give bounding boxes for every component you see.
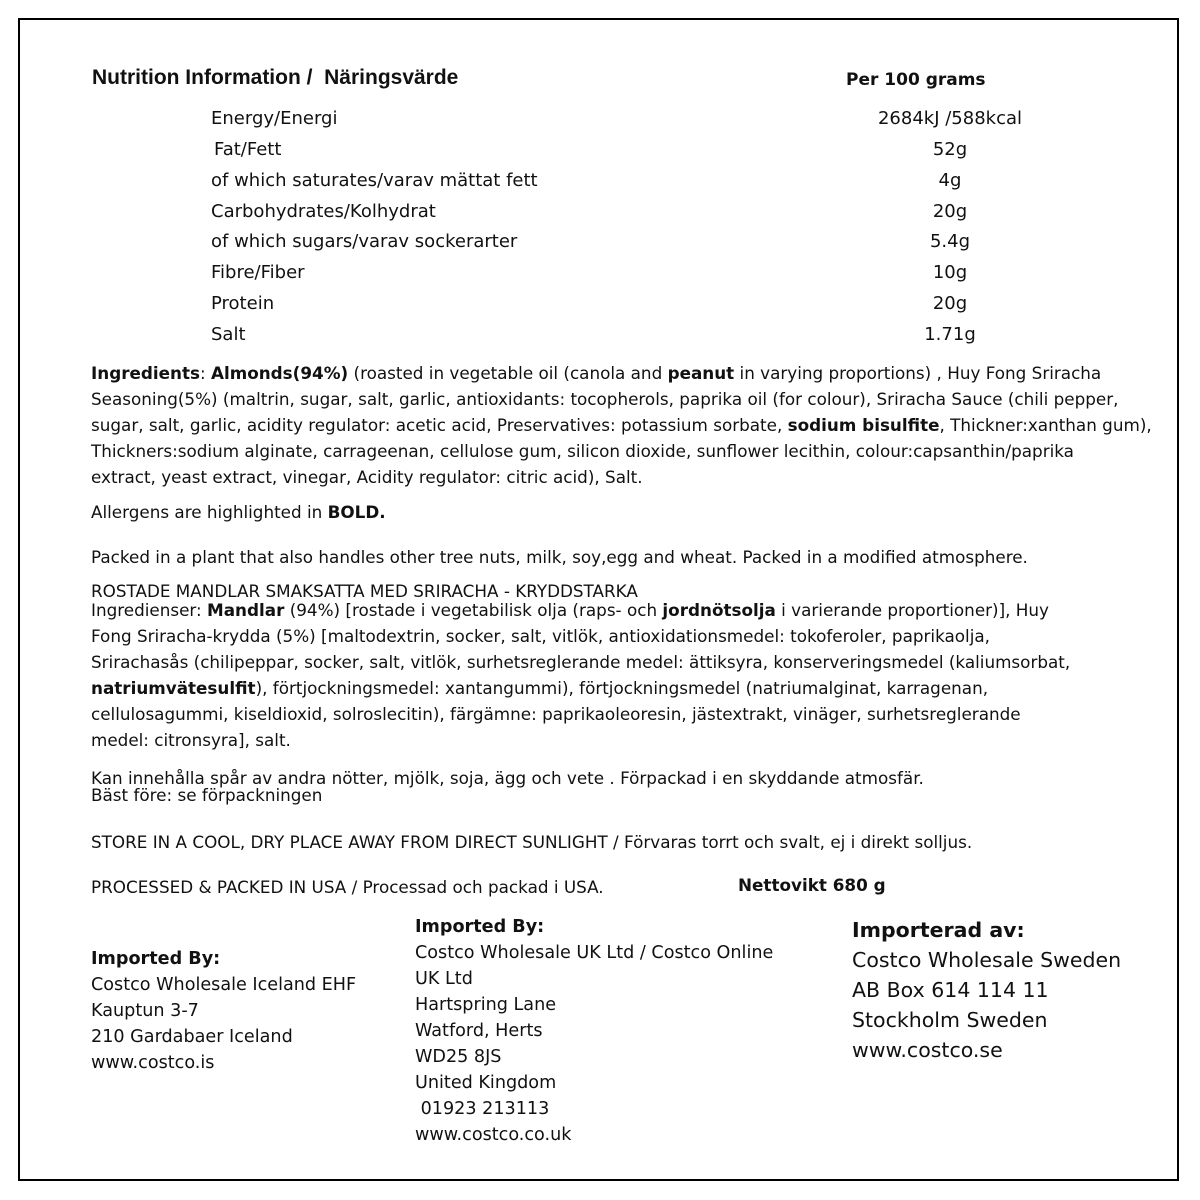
ingredients-line: natriumvätesulfit), förtjockningsmedel: xantangummi), förtjockningsmedel (natriumalginat, karragenan, [91,678,989,698]
may-contain-note: Kan innehålla spår av andra nötter, mjölk, soja, ägg och vete . Förpackad i en skyddande atmosfär. Bäst före: se förpackningen [91,768,924,805]
ingredients-english [91,360,1152,490]
storage-instructions: STORE IN A COOL, DRY PLACE AWAY FROM DIRECT SUNLIGHT / Förvaras torrt och svalt, ej i direkt solljus. [91,832,973,852]
nutrient-value: 52g [932,139,968,160]
nutrient-label: of which saturates/varav mättat fett [211,170,538,191]
nutrient-value: 20g [932,293,968,314]
nutrition-row [0,108,1200,138]
importer-website: www.costco.co.uk [415,1125,572,1145]
nutrient-label: Fibre/Fiber [211,262,305,283]
importer-iceland [91,946,356,1076]
nutrition-row [0,170,1200,200]
nutrition-row [0,293,1200,323]
allergen-natriumvatesulfit: natriumvätesulfit [91,678,256,698]
nutrient-label: Carbohydrates/Kolhydrat [211,201,436,222]
importer-website: www.costco.se [852,1038,1003,1062]
allergen-peanut: peanut [667,363,735,383]
importer-heading: Imported By: [415,917,545,937]
nutrition-row [0,139,1200,169]
importer-line: UK Ltd [415,969,473,989]
importer-phone: 01923 213113 [415,1099,550,1119]
allergen-mandlar: Mandlar [207,600,285,620]
origin-statement: PROCESSED & PACKED IN USA / Processad och packad i USA. [91,877,604,897]
allergen-sodium-bisulfite: sodium bisulfite [787,415,940,435]
ingredients-line: Fong Sriracha-krydda (5%) [maltodextrin, socker, salt, vitlök, antioxidationsmedel: tokoferoler, paprikaolja, [91,626,990,646]
nutrition-title: Nutrition Information / Näringsvärde [92,66,459,89]
allergen-almonds: Almonds(94%) [210,363,349,383]
importer-sweden [852,915,1121,1065]
importer-line: Hartspring Lane [415,995,557,1015]
importer-line: Costco Wholesale Sweden [852,948,1122,972]
packed-note: Packed in a plant that also handles other tree nuts, milk, soy,egg and wheat. Packed in a modified atmosphere. [91,547,1028,567]
ingredients-line: Thickners:sodium alginate, carrageenan, cellulose gum, silicon dioxide, sunflower lecithin, colour:capsanthin/paprika [91,441,1074,461]
importer-line: Stockholm Sweden [852,1008,1048,1032]
ingredients-line: sugar, salt, garlic, acidity regulator: acetic acid, Preservatives: potassium sorbate, sodium bisulfite, Thickner:xanthan gum), [91,415,1152,435]
ingredients-line: Srirachasås (chilipeppar, socker, salt, vitlök, surhetsreglerande medel: ättiksyra, konserveringsmedel (kaliumsorbat, [91,652,1071,672]
nutrient-value: 4g [938,170,962,191]
nutrient-value: 5.4g [929,231,971,252]
nutrition-row [0,262,1200,292]
best-before: Bäst före: se förpackningen [91,785,323,805]
importer-line: Watford, Herts [415,1021,543,1041]
per-100-grams-header: Per 100 grams [846,70,986,90]
ingredients-line: cellulosagummi, kiseldioxid, solroslecitin), färgämne: paprikaoleoresin, jästextrakt, vinäger, surhetsreglerande [91,704,1021,724]
importer-line: 210 Gardabaer Iceland [91,1027,293,1047]
swedish-product-title: ROSTADE MANDLAR SMAKSATTA MED SRIRACHA - KRYDDSTARKA [91,581,638,601]
ingredients-swedish [91,597,1070,753]
ingredients-line: Ingredienser: Mandlar (94%) [rostade i vegetabilisk olja (raps- och jordnötsolja i varierande proportioner)], Huy [91,600,1049,620]
allergen-jordnotsolja: jordnötsolja [662,600,776,620]
nutrition-row [0,201,1200,231]
nutrient-value: 1.71g [924,324,976,345]
nutrient-value: 2684kJ /588kcal [877,108,1023,129]
importer-line: United Kingdom [415,1073,557,1093]
importer-line: WD25 8JS [415,1047,502,1067]
importer-heading: Importerad av: [852,918,1025,942]
importer-line: Costco Wholesale Iceland EHF [91,975,357,995]
importer-uk [415,914,773,1148]
nutrient-value: 20g [932,201,968,222]
ingredients-line: Ingredients: Almonds(94%) (roasted in vegetable oil (canola and peanut in varying proportions) , Huy Fong Sriracha [91,363,1102,383]
nutrient-label: Salt [211,324,246,345]
allergens-note: Allergens are highlighted in BOLD. [91,502,386,522]
nutrient-value: 10g [932,262,968,283]
importer-line: AB Box 614 114 11 [852,978,1049,1002]
importer-heading: Imported By: [91,949,221,969]
nutrient-label: of which sugars/varav sockerarter [211,231,518,252]
nutrient-label: Energy/Energi [211,108,338,129]
nutrition-row [0,231,1200,261]
ingredients-line: Seasoning(5%) (maltrin, sugar, salt, garlic, antioxidants: tocopherols, paprika oil (for colour), Sriracha Sauce (chili pepper, [91,389,1119,409]
net-weight: Nettovikt 680 g [738,875,886,895]
importer-line: Kauptun 3-7 [91,1001,199,1021]
nutrition-row [0,324,1200,354]
ingredients-line: extract, yeast extract, vinegar, Acidity regulator: citric acid), Salt. [91,467,643,487]
nutrient-label: Fat/Fett [214,139,282,160]
ingredients-line: medel: citronsyra], salt. [91,730,291,750]
importer-line: Costco Wholesale UK Ltd / Costco Online [415,943,774,963]
importer-website: www.costco.is [91,1053,215,1073]
nutrient-label: Protein [211,293,275,314]
ingredients-heading: Ingredients [91,363,200,383]
